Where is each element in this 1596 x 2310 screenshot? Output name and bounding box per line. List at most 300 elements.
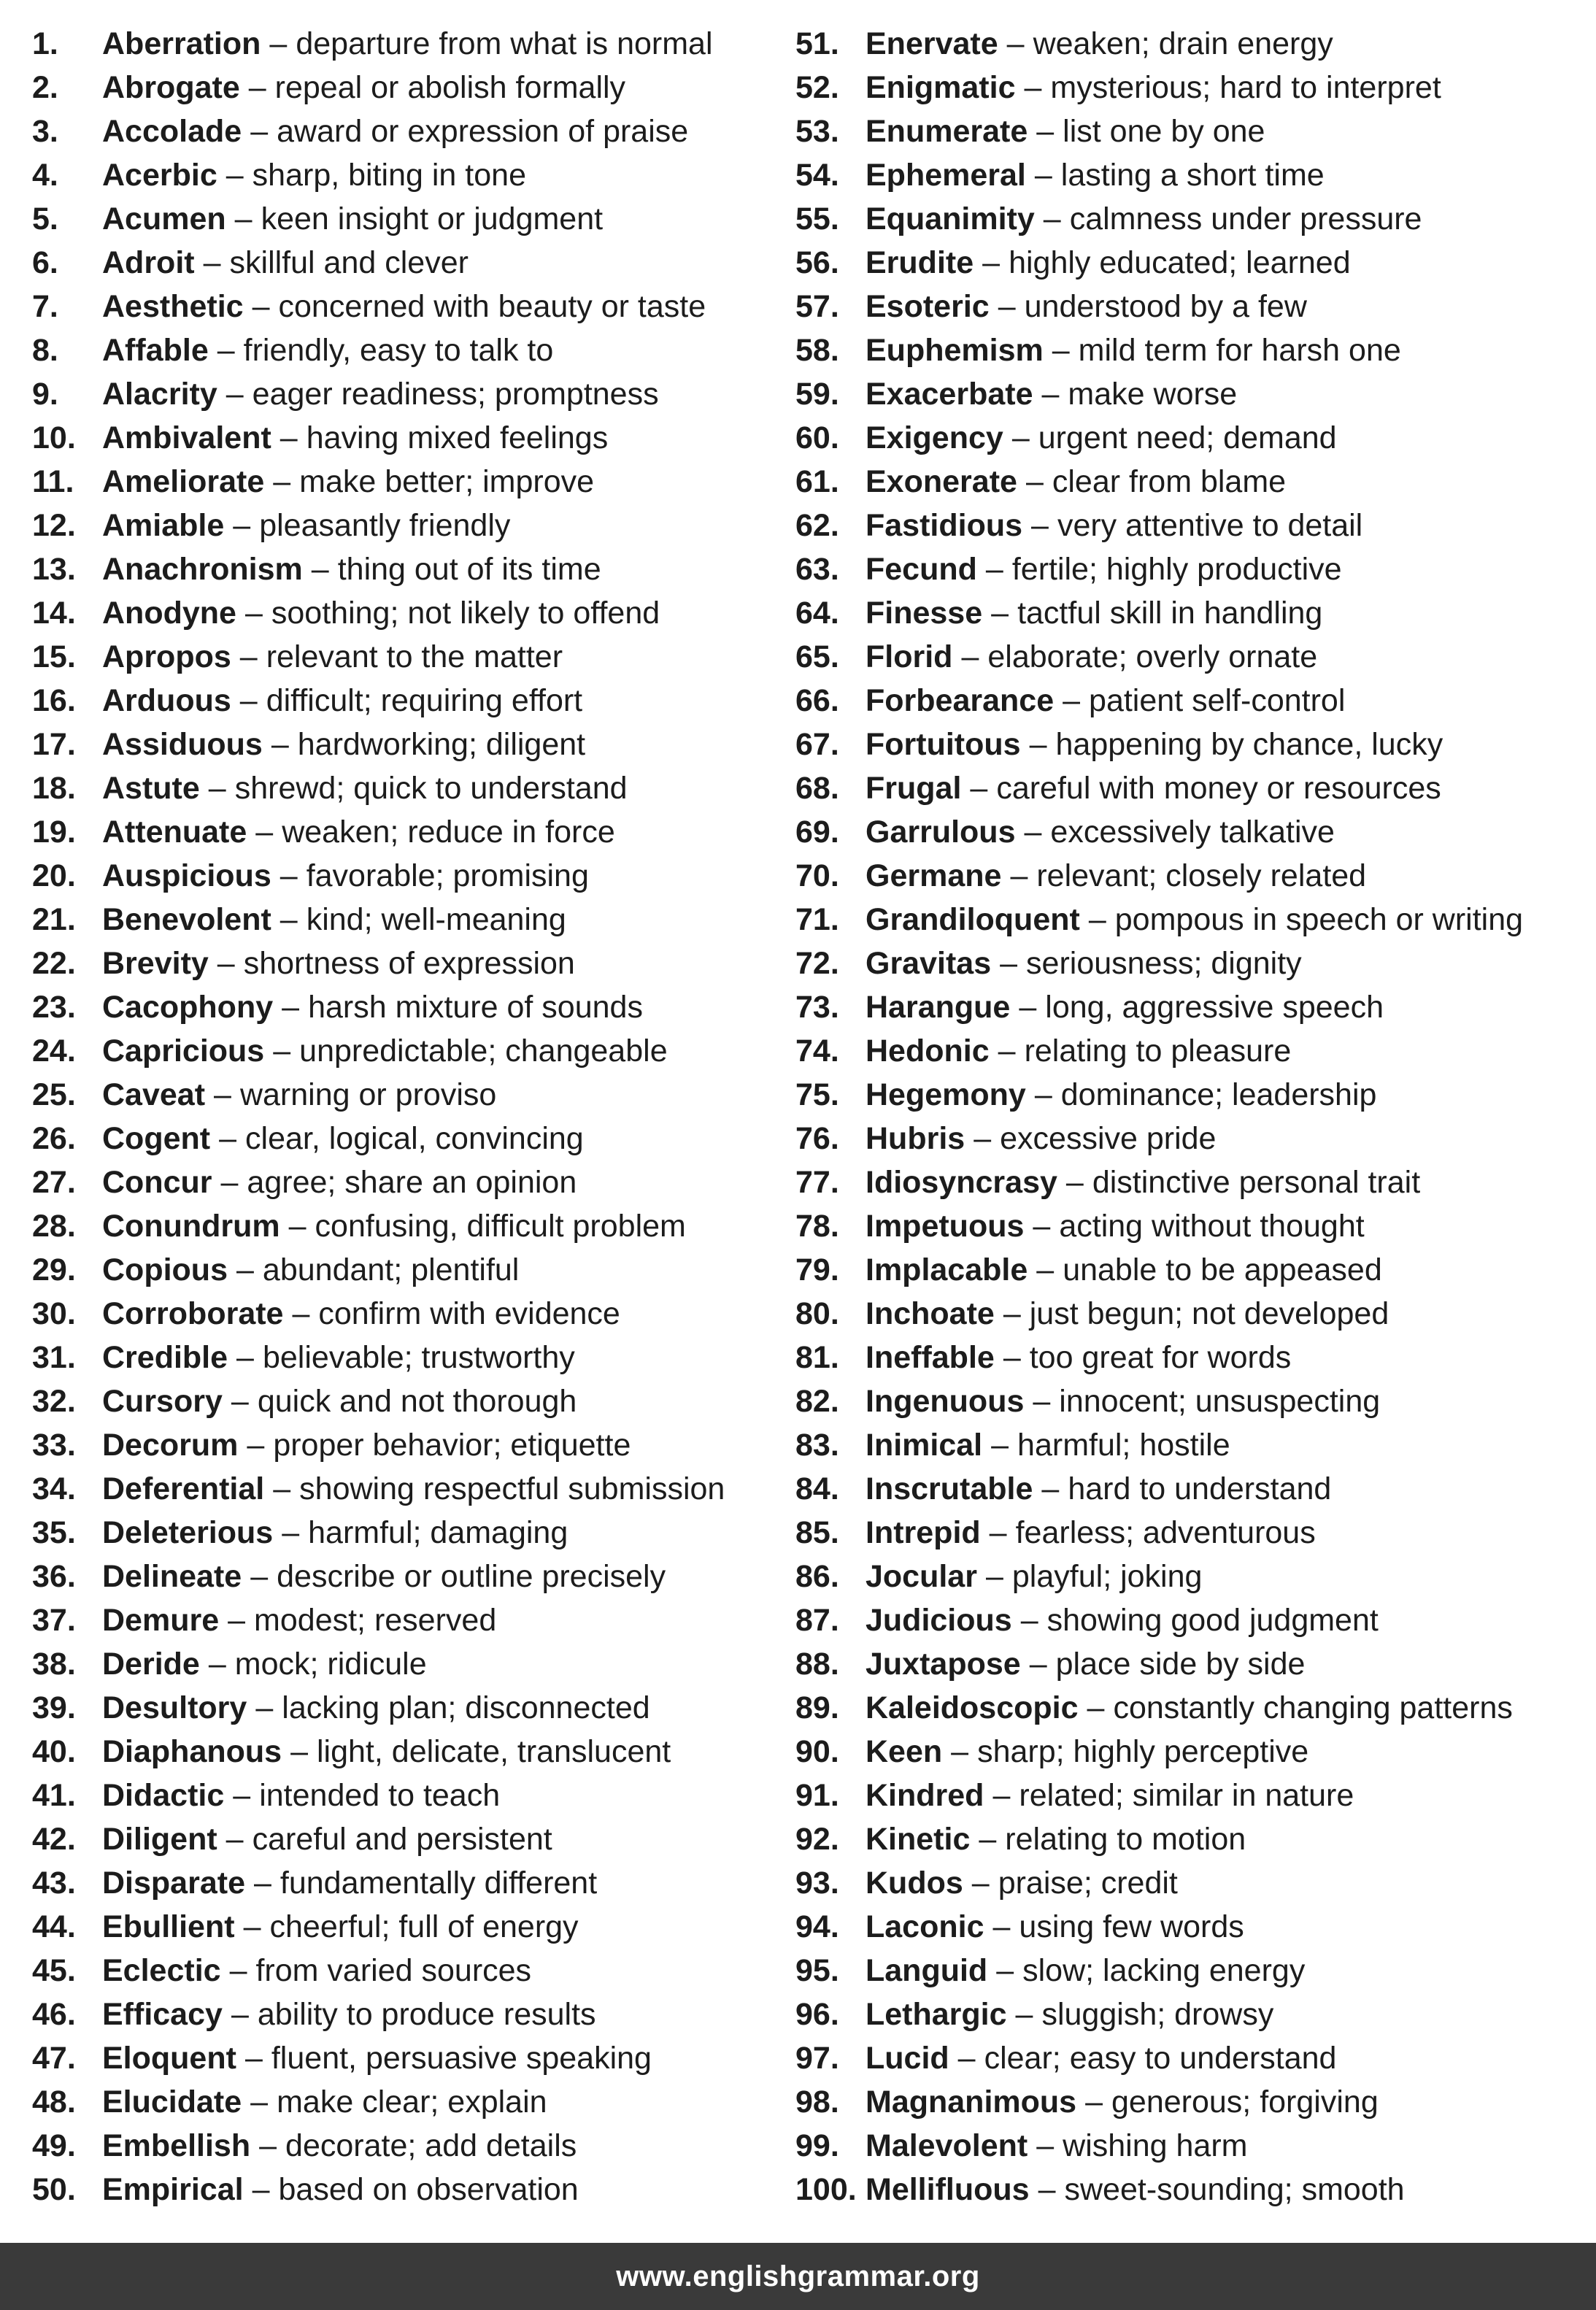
entry-word: Garrulous	[866, 815, 1016, 850]
entry-definition: generous; forgiving	[1111, 2084, 1379, 2120]
entry-number: 23.	[32, 990, 76, 1025]
entry-number: 32.	[32, 1384, 76, 1419]
vocab-entry	[795, 285, 1591, 328]
vocab-entry	[32, 1598, 776, 1642]
vocab-entry	[795, 723, 1591, 766]
entry-separator: –	[225, 1822, 244, 1857]
entry-definition: excessive pride	[1000, 1121, 1217, 1156]
entry-separator: –	[1065, 1165, 1084, 1200]
entry-separator: –	[1029, 1647, 1047, 1682]
entry-word: Implacable	[866, 1252, 1028, 1287]
entry-separator: –	[1003, 1296, 1021, 1331]
entry-number: 37.	[32, 1603, 76, 1638]
entry-separator: –	[1020, 1603, 1038, 1638]
entry-separator: –	[1087, 1690, 1105, 1725]
entry-definition: pleasantly friendly	[259, 508, 511, 543]
vocab-entry	[795, 635, 1591, 679]
vocab-entry	[795, 766, 1591, 810]
entry-word: Assiduous	[102, 727, 263, 762]
entry-separator: –	[273, 1033, 291, 1069]
entry-word: Jocular	[866, 1559, 977, 1594]
entry-separator: –	[1006, 26, 1025, 61]
entry-definition: harmful; hostile	[1017, 1428, 1230, 1463]
entry-number: 98.	[795, 2084, 839, 2120]
entry-word: Intrepid	[866, 1515, 981, 1550]
entry-number: 71.	[795, 902, 839, 937]
vocab-entry	[795, 810, 1591, 854]
entry-separator: –	[1024, 815, 1042, 850]
entry-separator: –	[992, 1778, 1011, 1813]
vocab-entry	[32, 2124, 776, 2168]
vocab-entry	[795, 985, 1591, 1029]
entry-word: Equanimity	[866, 201, 1035, 236]
entry-definition: distinctive personal trait	[1092, 1165, 1421, 1200]
entry-definition: weaken; reduce in force	[282, 815, 615, 850]
entry-number: 30.	[32, 1296, 76, 1331]
entry-definition: repeal or abolish formally	[274, 70, 626, 105]
entry-separator: –	[1034, 1077, 1052, 1112]
entry-number: 54.	[795, 158, 839, 193]
entry-definition: fertile; highly productive	[1011, 552, 1342, 587]
entry-definition: pompous in speech or writing	[1114, 902, 1524, 937]
entry-definition: excessively talkative	[1050, 815, 1335, 850]
entry-definition: having mixed feelings	[306, 420, 609, 455]
vocab-entry	[32, 810, 776, 854]
entry-word: Attenuate	[102, 815, 247, 850]
vocab-entry	[32, 723, 776, 766]
entry-number: 20.	[32, 858, 76, 893]
vocab-entry	[32, 2080, 776, 2124]
entry-word: Elucidate	[102, 2084, 242, 2120]
entry-word: Fortuitous	[866, 727, 1021, 762]
entry-word: Conundrum	[102, 1209, 280, 1244]
entry-word: Empirical	[102, 2172, 244, 2207]
vocab-entry	[795, 504, 1591, 547]
entry-number: 81.	[795, 1340, 839, 1375]
vocab-entry	[795, 372, 1591, 416]
entry-definition: departure from what is normal	[296, 26, 713, 61]
entry-number: 50.	[32, 2172, 76, 2207]
entry-separator: –	[253, 1866, 271, 1901]
entry-word: Mellifluous	[866, 2172, 1030, 2207]
entry-number: 96.	[795, 1997, 839, 2032]
entry-definition: seriousness; dignity	[1026, 946, 1302, 981]
entry-definition: soothing; not likely to offend	[271, 596, 660, 631]
entry-number: 2.	[32, 70, 58, 105]
vocab-entry	[32, 1861, 776, 1905]
vocab-entry	[795, 1336, 1591, 1379]
entry-number: 6.	[32, 245, 58, 280]
entry-definition: relevant to the matter	[266, 639, 563, 674]
vocab-column-left	[32, 22, 776, 2211]
entry-definition: sluggish; drowsy	[1041, 1997, 1274, 2032]
entry-definition: showing respectful submission	[299, 1471, 725, 1506]
vocab-entry	[795, 1774, 1591, 1817]
entry-number: 95.	[795, 1953, 839, 1988]
entry-definition: happening by chance, lucky	[1055, 727, 1443, 762]
entry-separator: –	[979, 1822, 997, 1857]
entry-number: 19.	[32, 815, 76, 850]
entry-separator: –	[991, 596, 1009, 631]
entry-number: 4.	[32, 158, 58, 193]
entry-separator: –	[239, 639, 258, 674]
entry-number: 13.	[32, 552, 76, 587]
entry-number: 100.	[795, 2172, 857, 2207]
entry-definition: relating to pleasure	[1024, 1033, 1292, 1069]
entry-number: 87.	[795, 1603, 839, 1638]
entry-separator: –	[1015, 1997, 1033, 2032]
entry-separator: –	[273, 464, 291, 499]
entry-separator: –	[1003, 1340, 1021, 1375]
entry-word: Delineate	[102, 1559, 242, 1594]
entry-definition: sweet-sounding; smooth	[1064, 2172, 1405, 2207]
entry-definition: skillful and clever	[229, 245, 469, 280]
entry-word: Fecund	[866, 552, 977, 587]
entry-definition: quick and not thorough	[257, 1384, 577, 1419]
entry-separator: –	[255, 1690, 274, 1725]
entry-number: 34.	[32, 1471, 76, 1506]
entry-definition: unpredictable; changeable	[299, 1033, 668, 1069]
entry-definition: playful; joking	[1011, 1559, 1203, 1594]
entry-separator: –	[1024, 70, 1042, 105]
entry-separator: –	[229, 1953, 247, 1988]
entry-word: Ameliorate	[102, 464, 265, 499]
entry-word: Cacophony	[102, 990, 274, 1025]
vocab-entry	[795, 1248, 1591, 1292]
entry-word: Ingenuous	[866, 1384, 1025, 1419]
entry-word: Acerbic	[102, 158, 217, 193]
vocab-entry	[795, 1379, 1591, 1423]
entry-number: 31.	[32, 1340, 76, 1375]
vocab-entry	[795, 591, 1591, 635]
entry-separator: –	[280, 858, 298, 893]
entry-definition: difficult; requiring effort	[266, 683, 583, 718]
entry-number: 61.	[795, 464, 839, 499]
entry-separator: –	[1010, 858, 1028, 893]
vocab-entry	[32, 854, 776, 898]
vocab-entry	[32, 285, 776, 328]
entry-definition: very attentive to detail	[1057, 508, 1363, 543]
entry-separator: –	[985, 552, 1003, 587]
entry-definition: innocent; unsuspecting	[1059, 1384, 1381, 1419]
entry-definition: make better; improve	[299, 464, 595, 499]
entry-separator: –	[219, 1121, 237, 1156]
entry-definition: thing out of its time	[337, 552, 601, 587]
entry-number: 94.	[795, 1909, 839, 1944]
entry-definition: constantly changing patterns	[1113, 1690, 1513, 1725]
entry-word: Hedonic	[866, 1033, 990, 1069]
entry-separator: –	[282, 990, 300, 1025]
entry-number: 78.	[795, 1209, 839, 1244]
entry-definition: shortness of expression	[243, 946, 575, 981]
vocab-entry	[32, 1029, 776, 1073]
entry-separator: –	[1019, 990, 1037, 1025]
vocab-entry	[795, 1423, 1591, 1467]
entry-number: 69.	[795, 815, 839, 850]
entry-definition: using few words	[1019, 1909, 1244, 1944]
entry-separator: –	[236, 1340, 254, 1375]
entry-definition: make clear; explain	[277, 2084, 547, 2120]
entry-number: 53.	[795, 114, 839, 149]
entry-separator: –	[252, 2172, 270, 2207]
entry-number: 17.	[32, 727, 76, 762]
entry-word: Apropos	[102, 639, 231, 674]
entry-separator: –	[971, 1866, 990, 1901]
entry-separator: –	[1033, 1384, 1051, 1419]
entry-definition: eager readiness; promptness	[252, 377, 659, 412]
entry-definition: proper behavior; etiquette	[273, 1428, 631, 1463]
vocab-entry	[32, 1642, 776, 1686]
vocab-entry	[32, 766, 776, 810]
entry-word: Finesse	[866, 596, 983, 631]
entry-word: Germane	[866, 858, 1002, 893]
entry-definition: ability to produce results	[257, 1997, 596, 2032]
entry-separator: –	[1011, 420, 1030, 455]
entry-definition: clear from blame	[1052, 464, 1287, 499]
vocab-entry	[32, 1467, 776, 1511]
entry-word: Keen	[866, 1734, 943, 1769]
vocab-entry	[32, 241, 776, 285]
entry-number: 76.	[795, 1121, 839, 1156]
entry-definition: kind; well-meaning	[306, 902, 566, 937]
entry-number: 57.	[795, 289, 839, 324]
entry-number: 41.	[32, 1778, 76, 1813]
entry-definition: light, delicate, translucent	[317, 1734, 671, 1769]
entry-number: 82.	[795, 1384, 839, 1419]
vocab-entry	[32, 1379, 776, 1423]
entry-separator: –	[280, 420, 298, 455]
entry-definition: place side by side	[1055, 1647, 1306, 1682]
vocab-entry	[795, 2080, 1591, 2124]
entry-word: Abrogate	[102, 70, 240, 105]
entry-separator: –	[998, 1033, 1016, 1069]
entry-definition: abundant; plentiful	[262, 1252, 520, 1287]
entry-number: 25.	[32, 1077, 76, 1112]
entry-separator: –	[998, 289, 1016, 324]
entry-number: 11.	[32, 464, 74, 499]
footer-bar	[0, 2243, 1596, 2310]
entry-number: 80.	[795, 1296, 839, 1331]
vocab-entry	[32, 372, 776, 416]
vocab-entry	[32, 1817, 776, 1861]
entry-separator: –	[1085, 2084, 1103, 2120]
entry-number: 27.	[32, 1165, 76, 1200]
entry-separator: –	[247, 1428, 265, 1463]
entry-separator: –	[996, 1953, 1014, 1988]
entry-word: Eloquent	[102, 2041, 236, 2076]
vocab-entry	[32, 942, 776, 985]
entry-definition: elaborate; overly ornate	[987, 639, 1318, 674]
vocab-entry	[32, 1686, 776, 1730]
vocab-entry	[795, 854, 1591, 898]
entry-number: 33.	[32, 1428, 76, 1463]
vocab-entry	[795, 898, 1591, 942]
entry-word: Arduous	[102, 683, 231, 718]
entry-definition: urgent need; demand	[1038, 420, 1337, 455]
entry-definition: based on observation	[278, 2172, 579, 2207]
vocab-entry	[795, 1642, 1591, 1686]
entry-separator: –	[1036, 2128, 1055, 2163]
entry-definition: acting without thought	[1059, 1209, 1365, 1244]
entry-number: 84.	[795, 1471, 839, 1506]
vocab-entry	[32, 635, 776, 679]
vocab-entry	[795, 1598, 1591, 1642]
entry-word: Inscrutable	[866, 1471, 1033, 1506]
entry-separator: –	[1043, 201, 1061, 236]
vocab-entry	[795, 416, 1591, 460]
entry-word: Grandiloquent	[866, 902, 1080, 937]
entry-separator: –	[234, 201, 252, 236]
entry-word: Demure	[102, 1603, 220, 1638]
entry-number: 86.	[795, 1559, 839, 1594]
entry-word: Anodyne	[102, 596, 236, 631]
entry-separator: –	[1063, 683, 1081, 718]
entry-number: 38.	[32, 1647, 76, 1682]
entry-separator: –	[1041, 377, 1060, 412]
entry-word: Acumen	[102, 201, 226, 236]
entry-separator: –	[288, 1209, 307, 1244]
entry-definition: shrewd; quick to understand	[234, 771, 628, 806]
entry-word: Caveat	[102, 1077, 206, 1112]
vocab-entry	[32, 1248, 776, 1292]
entry-definition: decorate; add details	[285, 2128, 577, 2163]
entry-number: 7.	[32, 289, 58, 324]
entry-definition: cheerful; full of energy	[269, 1909, 579, 1944]
entry-number: 83.	[795, 1428, 839, 1463]
entry-word: Accolade	[102, 114, 242, 149]
vocab-entry	[32, 547, 776, 591]
entry-definition: unable to be appeased	[1063, 1252, 1382, 1287]
entry-separator: –	[282, 1515, 300, 1550]
entry-number: 10.	[32, 420, 76, 455]
entry-word: Frugal	[866, 771, 962, 806]
entry-number: 21.	[32, 902, 76, 937]
entry-separator: –	[961, 639, 979, 674]
entry-word: Inchoate	[866, 1296, 995, 1331]
entry-separator: –	[248, 70, 266, 105]
entry-definition: too great for words	[1029, 1340, 1292, 1375]
entry-word: Embellish	[102, 2128, 251, 2163]
entry-word: Alacrity	[102, 377, 217, 412]
entry-word: Deride	[102, 1647, 200, 1682]
vocab-entry	[32, 985, 776, 1029]
entry-number: 16.	[32, 683, 76, 718]
entry-number: 63.	[795, 552, 839, 587]
entry-definition: praise; credit	[998, 1866, 1178, 1901]
entry-separator: –	[1000, 946, 1018, 981]
vocab-entry	[795, 1861, 1591, 1905]
entry-word: Amiable	[102, 508, 225, 543]
entry-word: Capricious	[102, 1033, 265, 1069]
entry-number: 22.	[32, 946, 76, 981]
entry-definition: mild term for harsh one	[1078, 333, 1401, 368]
entry-separator: –	[1031, 508, 1049, 543]
entry-word: Auspicious	[102, 858, 271, 893]
entry-word: Corroborate	[102, 1296, 284, 1331]
entry-word: Eclectic	[102, 1953, 221, 1988]
entry-word: Kaleidoscopic	[866, 1690, 1079, 1725]
entry-separator: –	[217, 946, 235, 981]
entry-word: Enervate	[866, 26, 998, 61]
entry-definition: related; similar in nature	[1019, 1778, 1354, 1813]
entry-separator: –	[259, 2128, 277, 2163]
entry-separator: –	[992, 1909, 1011, 1944]
entry-separator: –	[985, 1559, 1003, 1594]
vocab-entry	[795, 1292, 1591, 1336]
entry-definition: wishing harm	[1063, 2128, 1248, 2163]
entry-number: 40.	[32, 1734, 76, 1769]
vocab-entry	[795, 1029, 1591, 1073]
entry-number: 28.	[32, 1209, 76, 1244]
entry-separator: –	[1052, 333, 1070, 368]
entry-separator: –	[974, 1121, 992, 1156]
entry-word: Esoteric	[866, 289, 990, 324]
vocab-entry	[32, 416, 776, 460]
entry-word: Hubris	[866, 1121, 965, 1156]
entry-word: Euphemism	[866, 333, 1044, 368]
vocab-entry	[795, 22, 1591, 66]
entry-number: 91.	[795, 1778, 839, 1813]
entry-definition: showing good judgment	[1046, 1603, 1379, 1638]
entry-word: Credible	[102, 1340, 228, 1375]
entry-definition: patient self-control	[1089, 683, 1346, 718]
entry-number: 42.	[32, 1822, 76, 1857]
entry-number: 66.	[795, 683, 839, 718]
entry-number: 1.	[32, 26, 58, 61]
entry-word: Aesthetic	[102, 289, 244, 324]
vocab-entry	[795, 1686, 1591, 1730]
entry-definition: favorable; promising	[306, 858, 589, 893]
vocab-entry	[795, 1949, 1591, 1993]
entry-definition: intended to teach	[259, 1778, 501, 1813]
vocab-entry	[32, 1774, 776, 1817]
entry-separator: –	[957, 2041, 976, 2076]
entry-word: Desultory	[102, 1690, 247, 1725]
vocab-entry	[795, 1160, 1591, 1204]
entry-word: Harangue	[866, 990, 1011, 1025]
entry-separator: –	[1036, 114, 1055, 149]
entry-separator: –	[225, 158, 244, 193]
entry-word: Deleterious	[102, 1515, 274, 1550]
vocab-entry	[795, 328, 1591, 372]
entry-separator: –	[1033, 1209, 1051, 1244]
entry-word: Exonerate	[866, 464, 1017, 499]
entry-definition: agree; share an opinion	[247, 1165, 577, 1200]
entry-separator: –	[1036, 1252, 1055, 1287]
entry-separator: –	[951, 1734, 969, 1769]
entry-word: Hegemony	[866, 1077, 1026, 1112]
vocab-entry	[795, 1204, 1591, 1248]
vocab-entry	[32, 679, 776, 723]
entry-word: Forbearance	[866, 683, 1055, 718]
vocab-entry	[795, 197, 1591, 241]
entry-word: Juxtapose	[866, 1647, 1021, 1682]
entry-word: Cursory	[102, 1384, 223, 1419]
entry-definition: list one by one	[1063, 114, 1265, 149]
entry-word: Copious	[102, 1252, 228, 1287]
entry-definition: just begun; not developed	[1029, 1296, 1389, 1331]
vocab-entry	[795, 2124, 1591, 2168]
entry-separator: –	[1041, 1471, 1060, 1506]
entry-number: 72.	[795, 946, 839, 981]
entry-word: Astute	[102, 771, 200, 806]
entry-number: 15.	[32, 639, 76, 674]
entry-separator: –	[243, 1909, 261, 1944]
entry-word: Deferential	[102, 1471, 265, 1506]
entry-number: 89.	[795, 1690, 839, 1725]
entry-definition: harmful; damaging	[308, 1515, 568, 1550]
entry-definition: harsh mixture of sounds	[308, 990, 643, 1025]
